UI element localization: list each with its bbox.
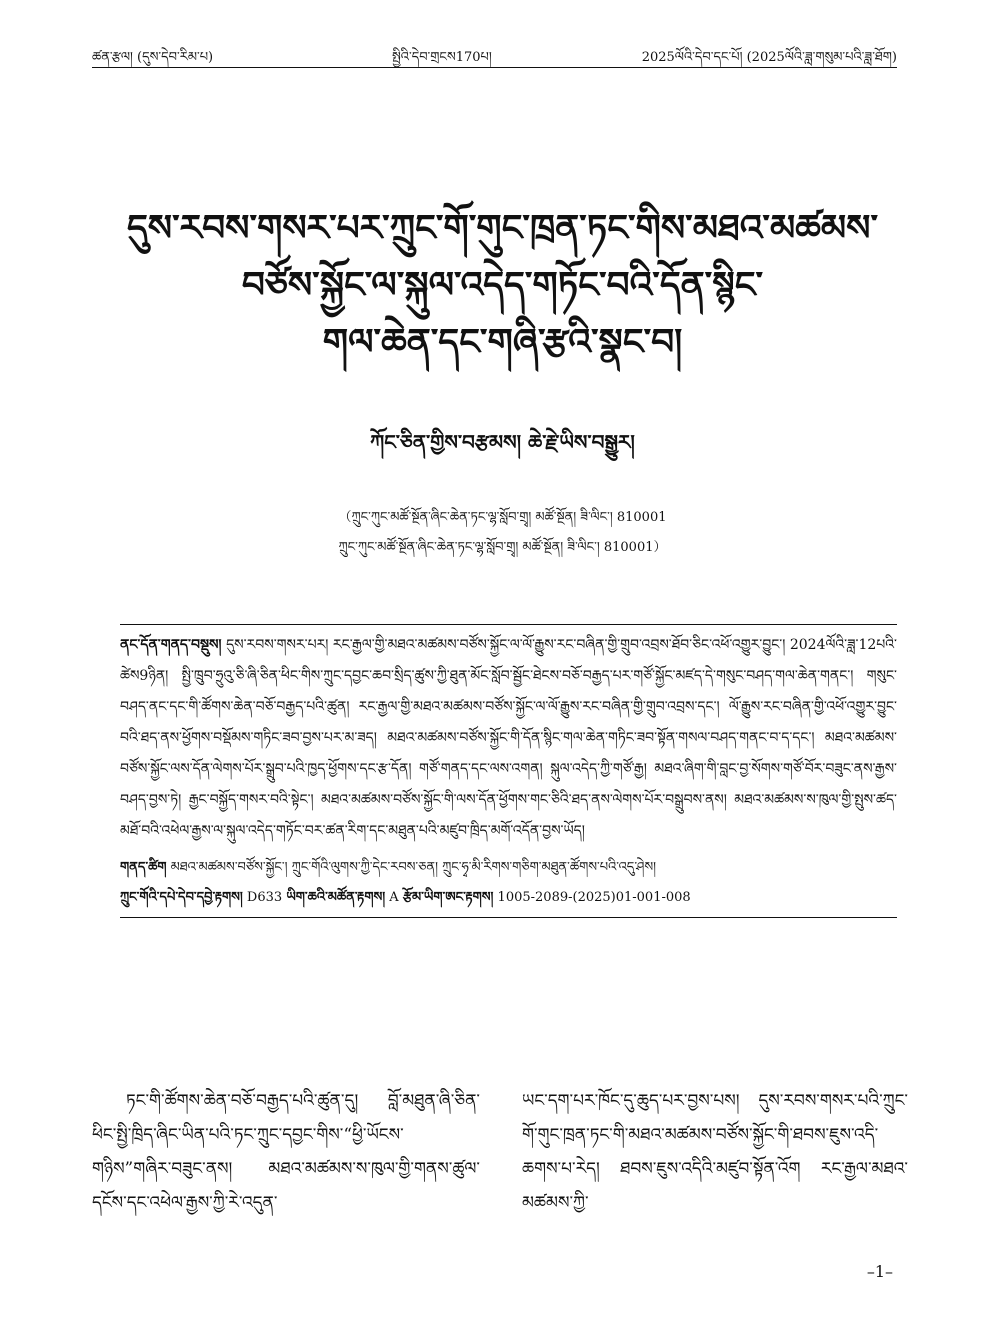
keywords-text: མཐའ་མཚམས་བཙོས་སྐྱོང་། ཀྲུང་གོའི་ལུགས་ཀྱི་དེང་རབས་ཅན། ཀྲུང་ཧྭ་མི་རིགས་གཅིག་མཐུན་ཚོགས་པའི་འདུ་ཤེས། [170,860,657,875]
affiliation-1: （ཀྲུང་ཀུང་མཚོ་སྔོན་ཞིང་ཆེན་ཏང་ལྷ་སློབ་གྲྭ། མཚོ་སྔོན། ཟི་ལིང་། 810001 [338,510,667,525]
abstract-text: དུས་རབས་གསར་པར། རང་རྒྱལ་གྱི་མཐའ་མཚམས་བཙོས་སྐྱོང་ལ་ལོ་རྒྱུས་རང་བཞིན་གྱི་གྲུབ་འབྲས་ཐོབ་ཅིང་འཕོ་འགྱུར་བྱུང་། 2024ལོའི་ཟླ་12པའི་ཚེས9ཉིན། སྤྱི་ཁྲུབ་ཧྲུའུ་ཅི་ཞི་ཅིན་ཕིང་གིས་ཀྲུང་དབྱང་ཆབ་སྲིད་ཚུས་ཀྱི་ཐུན་མོང་སློབ་སྦྱོང་ཐེངས་བཅོ་བརྒྱད་པར་གཙོ་སྐྱོང་མཛད་དེ་གསུང་བཤད་གལ་ཆེན་གནང་། གསུང་བཤད་ནང་དང་གི་ཚོགས་ཆེན་བཅོ་བརྒྱད་པའི་ཚུན། རང་རྒྱལ་གྱི་མཐའ་མཚམས་བཙོས་སྐྱོང་ལ་ལོ་རྒྱུས་རང་བཞིན་གྱི་གྲུབ་འབྲས་དང་། ལོ་རྒྱུས་རང་བཞིན་གྱི་འཕོ་འགྱུར་བྱུང་བའི་ཐད་ནས་ཕྱོགས་བསྡོམས་གཏིང་ཟབ་བྱས་པར་མ་ཟད། མཐའ་མཚམས་བཙོས་སྐྱོང་གི་དོན་སྙིང་གལ་ཆེན་གཏིང་ཟབ་སྟོན་གསལ་བཤད་གནང་བ་ད་དང་། མཐའ་མཚམས་བཙོས་སྐྱོང་ལས་དོན་ལེགས་པོར་སྒྲུབ་པའི་ཁྱད་ཕྱོགས་དང་རྩ་དོན། གཙོ་གནད་དང་ལས་འགན། སྐུལ་འདེད་ཀྱི་གཙོ་རྒྱ། མཐའ་ཞིག་གི་བླང་བྱ་སོགས་གཙོ་བོར་བཟུང་ནས་རྒྱས་བཤད་བྱས་ཏེ། རྒྱང་བསྐྱོད་གསར་བའི་སྟེང་། མཐའ་མཚམས་བཙོས་སྐྱོང་གི་ལས་དོན་ཕྱོགས་གང་ཅིའི་ཐད་ནས་ལེགས་པོར་བསྒྲུབས་ནས། མཐའ་མཚམས་ས་ཁུལ་གྱི་སྤུས་ཚད་མཐོ་བའི་འཕེལ་རྒྱས་ལ་སྐུལ་འདེད་གཏོང་བར་ཚན་རིག་དང་མཐུན་པའི་མཛུབ་ཁྲིད་མགོ་འདོན་བྱས་ཡོད། [120,637,897,839]
article-title [60,200,945,371]
title-line-1: དུས་རབས་གསར་པར་ཀྲུང་གོ་གུང་ཁྲན་ཏང་གིས་མཐའ་མཚམས་ [126,207,879,249]
article-id-label: རྩོམ་ཡིག་ཨང་རྟགས། [402,890,494,905]
body-column-left [92,1084,480,1220]
abstract-label: ནང་དོན་གནད་བསྡུས། [120,637,222,653]
affiliations [60,503,945,563]
abstract [120,630,897,847]
keywords [120,853,897,883]
page-number: –1– [866,1262,893,1281]
keywords-label: གནད་ཚིག [120,860,167,875]
title-line-3: གལ་ཆེན་དང་གཞི་རྩའི་སྣང་བ། [322,321,683,363]
abstract-box [120,624,897,918]
classification-line [120,883,897,913]
body-paragraph-left: ཏང་གི་ཚོགས་ཆེན་བཅོ་བརྒྱད་པའི་ཚུན་དུ། བློ་མཐུན་ཞི་ཅིན་ཕིང་སྤྱི་ཁྲིད་ཞིང་ཡིན་པའི་ཏང་ཀྲུང་དབྱང་གིས་“ཕྱི་ཡོངས་གཉིས”གཞིར་བཟུང་ནས། མཐའ་མཚམས་ས་ཁུལ་གྱི་གནས་ཚུལ་དངོས་དང་འཕེལ་རྒྱས་ཀྱི་རེ་འདུན་ [92,1091,480,1213]
affiliation-2: ཀྲུང་ཀུང་མཚོ་སྔོན་ཞིང་ཆེན་ཏང་ལྷ་སློབ་གྲྭ། མཚོ་སྔོན། ཟི་ལིང་། 810001） [338,540,667,555]
doc-code-label: ཡིག་ཆའི་མཚོན་རྟགས། [286,890,386,905]
body-paragraph-right: ཡང་དག་པར་ཁོང་དུ་ཆུད་པར་བྱས་པས། དུས་རབས་གསར་པའི་ཀྲུང་གོ་གུང་ཁྲན་ཏང་གི་མཐའ་མཚམས་བཙོས་སྐྱོང་གི་ཐབས་ཇུས་འདི་ཆགས་པ་རེད། ཐབས་ཇུས་འདིའི་མཛུབ་སྟོན་འོག རང་རྒྱལ་མཐའ་མཚམས་ཀྱི་ [522,1091,908,1213]
header-issue-date: 2025ལོའི་དེབ་དང་པོ། (2025ལོའི་ཟླ་གསུམ་པའི་ཟླ་ཐོག) [641,50,897,65]
doc-code-value: A [389,890,399,905]
clc-value: D633 [246,890,283,905]
clc-label: ཀྲུང་གོའི་དཔེ་དེབ་དབྱེ་རྟགས། [120,890,243,905]
author-line: ཀོང་ཅིན་གྱིས་བརྩམས། ཆེ་རྗེ་ཡིས་བསྒྱུར། [370,430,635,454]
article-id-value: 1005-2089-(2025)01-001-008 [497,890,691,905]
header-journal-name: ཚན་རྩལ། (དུས་དེབ་རིམ་པ) [92,50,214,65]
header-rule [92,67,897,68]
body-column-right [522,1084,908,1220]
title-line-2: བཙོས་སྐྱོང་ལ་སྐུལ་འདེད་གཏོང་བའི་དོན་སྙིང་ [241,264,764,306]
header-issue-number: སྤྱིའི་དེབ་གྲངས170པ། [392,50,492,65]
running-header [92,42,897,66]
